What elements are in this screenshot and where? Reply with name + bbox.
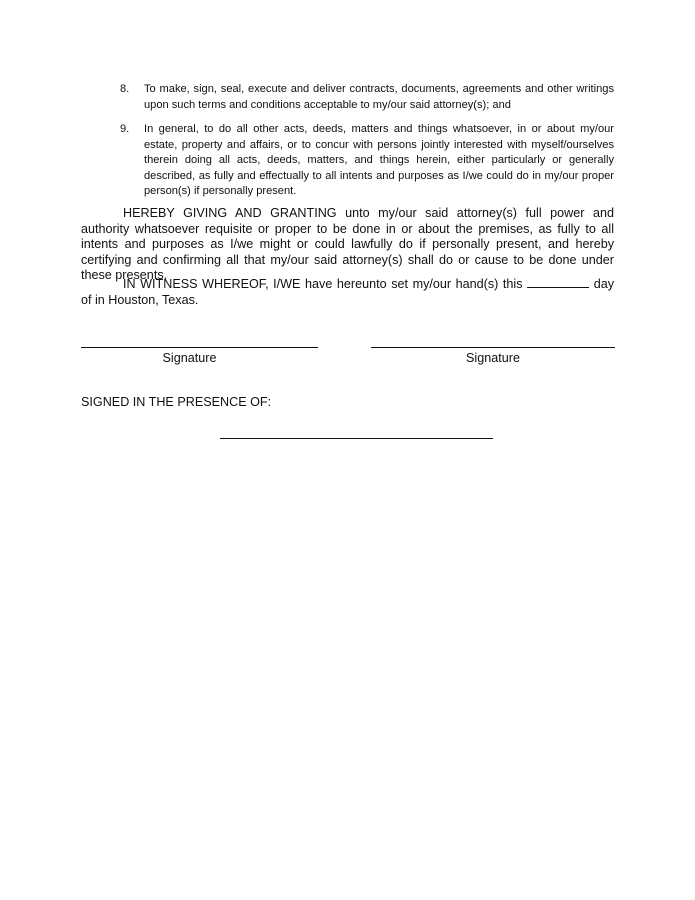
signature-label-1: Signature bbox=[162, 351, 217, 365]
granting-text: HEREBY GIVING AND GRANTING unto my/our said attorney(s) full power and authority whatsoever requisite or proper to be done in or about the premises, as fully to all intents and purposes as I/we might or could lawfully do if personally present, and hereby certifying and confirming all that my/our said attorney(s) shall do or cause to be done under these presents. bbox=[81, 206, 614, 283]
witness-text-after: day of in Houston, Texas. bbox=[81, 277, 614, 307]
list-number: 9. bbox=[120, 123, 130, 135]
granting-paragraph bbox=[81, 206, 614, 284]
signature-line-2[interactable] bbox=[371, 347, 615, 348]
witness-text-before: IN WITNESS WHEREOF, I/WE have hereunto set my/our hand(s) this bbox=[123, 277, 523, 291]
list-item-8 bbox=[120, 82, 614, 113]
list-item-9 bbox=[120, 122, 614, 200]
list-number: 8. bbox=[120, 83, 130, 95]
signature-label-2: Signature bbox=[466, 351, 520, 365]
list-text: To make, sign, seal, execute and deliver contracts, documents, agreements and other writings upon such terms and conditions acceptable to my/our said attorney(s); and bbox=[144, 83, 614, 111]
day-blank-field[interactable] bbox=[527, 277, 589, 288]
list-text: In general, to do all other acts, deeds, matters and things whatsoever, in or about my/our estate, property and affairs, or to concur with persons jointly interested with myself/ourselves therein doing all acts, deeds, matters, and things herein, either particularly or generally described, as fully and effectually to all intents and purposes as I/we could do in my/our proper person(s) if personally present. bbox=[144, 123, 614, 198]
presence-heading: SIGNED IN THE PRESENCE OF: bbox=[81, 395, 272, 409]
witness-paragraph bbox=[81, 277, 614, 308]
witness-signature-line[interactable] bbox=[220, 438, 493, 439]
signature-line-1[interactable] bbox=[81, 347, 318, 348]
